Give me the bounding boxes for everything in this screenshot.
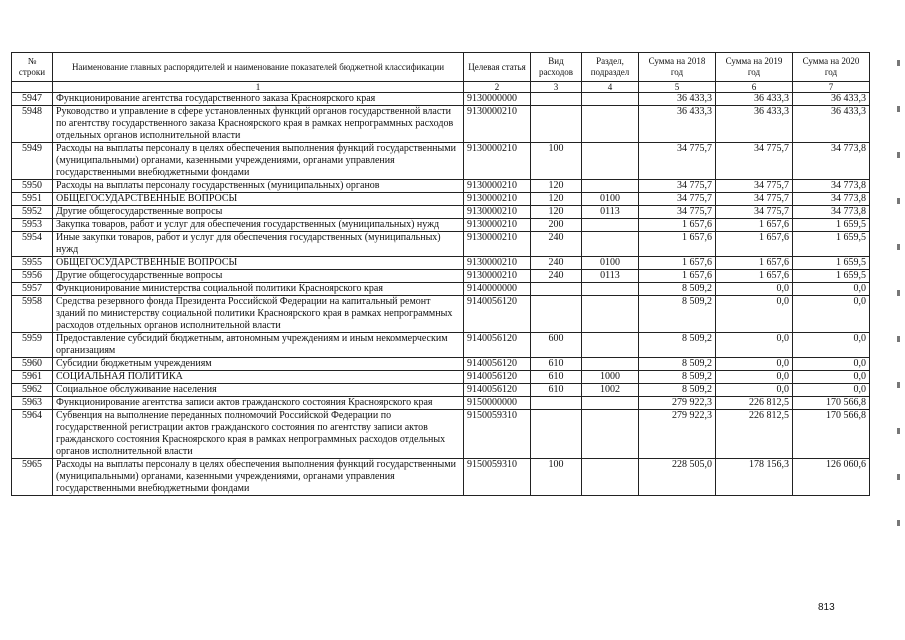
- table-row: [12, 206, 870, 219]
- row-section: 1000: [582, 371, 639, 384]
- table-row: [12, 397, 870, 410]
- row-kind: [531, 397, 582, 410]
- row-amount-2018: 36 433,3: [639, 93, 716, 106]
- header-col-number: 1: [53, 82, 464, 93]
- table-header: [12, 53, 870, 93]
- row-kind: 240: [531, 232, 582, 257]
- row-kind: [531, 296, 582, 333]
- row-kind: 200: [531, 219, 582, 232]
- table-row: [12, 270, 870, 283]
- row-section: [582, 333, 639, 358]
- row-amount-2020: 126 060,6: [793, 459, 870, 496]
- row-amount-2019: 0,0: [716, 283, 793, 296]
- row-number: 5947: [12, 93, 53, 106]
- header-2018: Сумма на 2018 год: [639, 53, 716, 82]
- page-number: 813: [818, 602, 835, 613]
- row-kind: 610: [531, 384, 582, 397]
- row-target: 9150059310: [464, 459, 531, 496]
- row-amount-2020: 34 773,8: [793, 180, 870, 193]
- table-row: [12, 93, 870, 106]
- row-number: 5960: [12, 358, 53, 371]
- row-kind: 120: [531, 193, 582, 206]
- row-amount-2020: 1 659,5: [793, 257, 870, 270]
- row-number: 5958: [12, 296, 53, 333]
- row-target: 9130000210: [464, 232, 531, 257]
- row-amount-2018: 34 775,7: [639, 180, 716, 193]
- row-amount-2018: 1 657,6: [639, 257, 716, 270]
- row-amount-2019: 34 775,7: [716, 180, 793, 193]
- row-section: [582, 219, 639, 232]
- header-row-number: № строки: [12, 53, 53, 82]
- row-target: 9130000210: [464, 270, 531, 283]
- row-kind: 120: [531, 206, 582, 219]
- header-col-blank: [12, 82, 53, 93]
- header-2020: Сумма на 2020 год: [793, 53, 870, 82]
- row-target: 9130000210: [464, 206, 531, 219]
- row-target: 9140056120: [464, 384, 531, 397]
- row-section: 0100: [582, 193, 639, 206]
- row-section: [582, 180, 639, 193]
- row-amount-2018: 1 657,6: [639, 219, 716, 232]
- table-row: [12, 384, 870, 397]
- row-amount-2019: 34 775,7: [716, 206, 793, 219]
- header-col-number: 5: [639, 82, 716, 93]
- row-number: 5963: [12, 397, 53, 410]
- row-amount-2020: 0,0: [793, 296, 870, 333]
- row-number: 5953: [12, 219, 53, 232]
- row-number: 5959: [12, 333, 53, 358]
- row-number: 5948: [12, 106, 53, 143]
- row-section: [582, 358, 639, 371]
- header-col-number: 6: [716, 82, 793, 93]
- row-amount-2020: 0,0: [793, 371, 870, 384]
- row-number: 5954: [12, 232, 53, 257]
- row-name: Иные закупки товаров, работ и услуг для обеспечения государственных (муниципальных) нужд: [53, 232, 464, 257]
- row-target: 9140056120: [464, 296, 531, 333]
- row-amount-2019: 0,0: [716, 358, 793, 371]
- table-row: [12, 333, 870, 358]
- row-amount-2020: 1 659,5: [793, 270, 870, 283]
- row-section: 1002: [582, 384, 639, 397]
- row-number: 5965: [12, 459, 53, 496]
- row-kind: 100: [531, 459, 582, 496]
- row-section: [582, 283, 639, 296]
- row-kind: 610: [531, 358, 582, 371]
- row-name: Расходы на выплаты персоналу в целях обеспечения выполнения функций государственными (муниципальными) органами, казенными учреждениями, органами управления государственными внебюджетными фондами: [53, 143, 464, 180]
- table-row: [12, 193, 870, 206]
- row-name: Субсидии бюджетным учреждениям: [53, 358, 464, 371]
- row-amount-2020: 36 433,3: [793, 93, 870, 106]
- row-amount-2019: 1 657,6: [716, 219, 793, 232]
- row-target: 9140056120: [464, 358, 531, 371]
- row-name: Предоставление субсидий бюджетным, автономным учреждениям и иным некоммерческим организациям: [53, 333, 464, 358]
- row-amount-2018: 8 509,2: [639, 371, 716, 384]
- row-amount-2018: 34 775,7: [639, 193, 716, 206]
- row-amount-2018: 8 509,2: [639, 358, 716, 371]
- row-amount-2019: 226 812,5: [716, 410, 793, 459]
- row-amount-2018: 8 509,2: [639, 283, 716, 296]
- table-row: [12, 143, 870, 180]
- row-kind: [531, 283, 582, 296]
- row-target: 9130000210: [464, 143, 531, 180]
- scan-margin-marks: [895, 60, 901, 600]
- row-kind: 240: [531, 270, 582, 283]
- row-amount-2018: 279 922,3: [639, 397, 716, 410]
- row-number: 5951: [12, 193, 53, 206]
- row-name: Функционирование агентства государственного заказа Красноярского края: [53, 93, 464, 106]
- row-section: 0113: [582, 206, 639, 219]
- row-amount-2019: 0,0: [716, 296, 793, 333]
- row-name: Функционирование агентства записи актов гражданского состояния Красноярского края: [53, 397, 464, 410]
- row-amount-2020: 0,0: [793, 333, 870, 358]
- header-col-number: 7: [793, 82, 870, 93]
- row-kind: 100: [531, 143, 582, 180]
- row-kind: 120: [531, 180, 582, 193]
- row-amount-2019: 1 657,6: [716, 270, 793, 283]
- row-amount-2018: 36 433,3: [639, 106, 716, 143]
- row-name: Средства резервного фонда Президента Российской Федерации на капитальный ремонт зданий по министерству социальной политики Красноярского края в рамках непрограммных расходов отдельных органов исполнительной власти: [53, 296, 464, 333]
- row-amount-2018: 1 657,6: [639, 232, 716, 257]
- table-row: [12, 296, 870, 333]
- row-kind: [531, 106, 582, 143]
- row-number: 5955: [12, 257, 53, 270]
- row-amount-2020: 36 433,3: [793, 106, 870, 143]
- header-col-number: 2: [464, 82, 531, 93]
- row-name: СОЦИАЛЬНАЯ ПОЛИТИКА: [53, 371, 464, 384]
- row-number: 5950: [12, 180, 53, 193]
- row-amount-2018: 228 505,0: [639, 459, 716, 496]
- row-amount-2019: 1 657,6: [716, 257, 793, 270]
- row-target: 9130000210: [464, 193, 531, 206]
- table-row: [12, 358, 870, 371]
- row-amount-2019: 178 156,3: [716, 459, 793, 496]
- row-number: 5964: [12, 410, 53, 459]
- row-target: 9130000210: [464, 219, 531, 232]
- header-name: Наименование главных распорядителей и наименование показателей бюджетной классификации: [53, 53, 464, 82]
- row-number: 5956: [12, 270, 53, 283]
- row-amount-2019: 0,0: [716, 333, 793, 358]
- row-section: [582, 143, 639, 180]
- row-section: [582, 410, 639, 459]
- row-section: 0100: [582, 257, 639, 270]
- row-name: Расходы на выплаты персоналу в целях обеспечения выполнения функций государственными (муниципальными) органами, казенными учреждениями, органами управления государственными внебюджетными фондами: [53, 459, 464, 496]
- row-section: [582, 232, 639, 257]
- row-amount-2020: 34 773,8: [793, 143, 870, 180]
- row-amount-2019: 36 433,3: [716, 106, 793, 143]
- row-amount-2019: 0,0: [716, 384, 793, 397]
- row-section: 0113: [582, 270, 639, 283]
- header-section: Раздел, подраздел: [582, 53, 639, 82]
- header-target: Целевая статья: [464, 53, 531, 82]
- table-row: [12, 106, 870, 143]
- row-kind: 610: [531, 371, 582, 384]
- row-amount-2020: 170 566,8: [793, 397, 870, 410]
- row-number: 5962: [12, 384, 53, 397]
- table-row: [12, 219, 870, 232]
- row-number: 5961: [12, 371, 53, 384]
- table-row: [12, 283, 870, 296]
- row-number: 5952: [12, 206, 53, 219]
- row-kind: 240: [531, 257, 582, 270]
- row-name: Расходы на выплаты персоналу государственных (муниципальных) органов: [53, 180, 464, 193]
- row-amount-2018: 279 922,3: [639, 410, 716, 459]
- header-col-number: 4: [582, 82, 639, 93]
- row-name: Другие общегосударственные вопросы: [53, 270, 464, 283]
- header-col-number: 3: [531, 82, 582, 93]
- row-kind: [531, 93, 582, 106]
- row-target: 9140000000: [464, 283, 531, 296]
- row-amount-2019: 34 775,7: [716, 143, 793, 180]
- row-target: 9150059310: [464, 410, 531, 459]
- row-name: ОБЩЕГОСУДАРСТВЕННЫЕ ВОПРОСЫ: [53, 193, 464, 206]
- row-target: 9130000210: [464, 106, 531, 143]
- table-row: [12, 257, 870, 270]
- row-amount-2018: 34 775,7: [639, 206, 716, 219]
- row-amount-2019: 226 812,5: [716, 397, 793, 410]
- row-section: [582, 93, 639, 106]
- row-amount-2018: 8 509,2: [639, 333, 716, 358]
- row-kind: 600: [531, 333, 582, 358]
- row-amount-2018: 8 509,2: [639, 296, 716, 333]
- table-row: [12, 232, 870, 257]
- row-amount-2018: 8 509,2: [639, 384, 716, 397]
- row-section: [582, 397, 639, 410]
- table-row: [12, 180, 870, 193]
- row-section: [582, 296, 639, 333]
- budget-table: [11, 52, 870, 496]
- row-target: 9140056120: [464, 333, 531, 358]
- table-row: [12, 371, 870, 384]
- row-amount-2019: 1 657,6: [716, 232, 793, 257]
- row-amount-2020: 0,0: [793, 283, 870, 296]
- row-name: Закупка товаров, работ и услуг для обеспечения государственных (муниципальных) нужд: [53, 219, 464, 232]
- row-amount-2020: 1 659,5: [793, 219, 870, 232]
- row-target: 9140056120: [464, 371, 531, 384]
- row-number: 5957: [12, 283, 53, 296]
- row-amount-2019: 0,0: [716, 371, 793, 384]
- row-amount-2020: 0,0: [793, 384, 870, 397]
- row-amount-2019: 34 775,7: [716, 193, 793, 206]
- row-amount-2020: 1 659,5: [793, 232, 870, 257]
- row-amount-2018: 1 657,6: [639, 270, 716, 283]
- table-row: [12, 410, 870, 459]
- row-amount-2020: 0,0: [793, 358, 870, 371]
- row-name: Функционирование министерства социальной политики Красноярского края: [53, 283, 464, 296]
- row-target: 9130000210: [464, 257, 531, 270]
- header-2019: Сумма на 2019 год: [716, 53, 793, 82]
- row-amount-2018: 34 775,7: [639, 143, 716, 180]
- row-amount-2019: 36 433,3: [716, 93, 793, 106]
- row-target: 9130000000: [464, 93, 531, 106]
- row-kind: [531, 410, 582, 459]
- row-name: ОБЩЕГОСУДАРСТВЕННЫЕ ВОПРОСЫ: [53, 257, 464, 270]
- row-section: [582, 106, 639, 143]
- row-amount-2020: 170 566,8: [793, 410, 870, 459]
- row-amount-2020: 34 773,8: [793, 193, 870, 206]
- row-target: 9150000000: [464, 397, 531, 410]
- row-target: 9130000210: [464, 180, 531, 193]
- row-name: Другие общегосударственные вопросы: [53, 206, 464, 219]
- table-body: [12, 93, 870, 496]
- row-name: Субвенция на выполнение переданных полномочий Российской Федерации по государственной регистрации актов гражданского состояния по агентству записи актов гражданского состояния Красноярского края в рамках непрограммных расходов отдельных органов исполнительной власти: [53, 410, 464, 459]
- table-row: [12, 459, 870, 496]
- row-number: 5949: [12, 143, 53, 180]
- header-kind: Вид расходов: [531, 53, 582, 82]
- row-section: [582, 459, 639, 496]
- row-name: Социальное обслуживание населения: [53, 384, 464, 397]
- row-name: Руководство и управление в сфере установленных функций органов государственной власти по агентству государственного заказа Красноярского края в рамках непрограммных расходов отдельных органов исполнительной власти: [53, 106, 464, 143]
- row-amount-2020: 34 773,8: [793, 206, 870, 219]
